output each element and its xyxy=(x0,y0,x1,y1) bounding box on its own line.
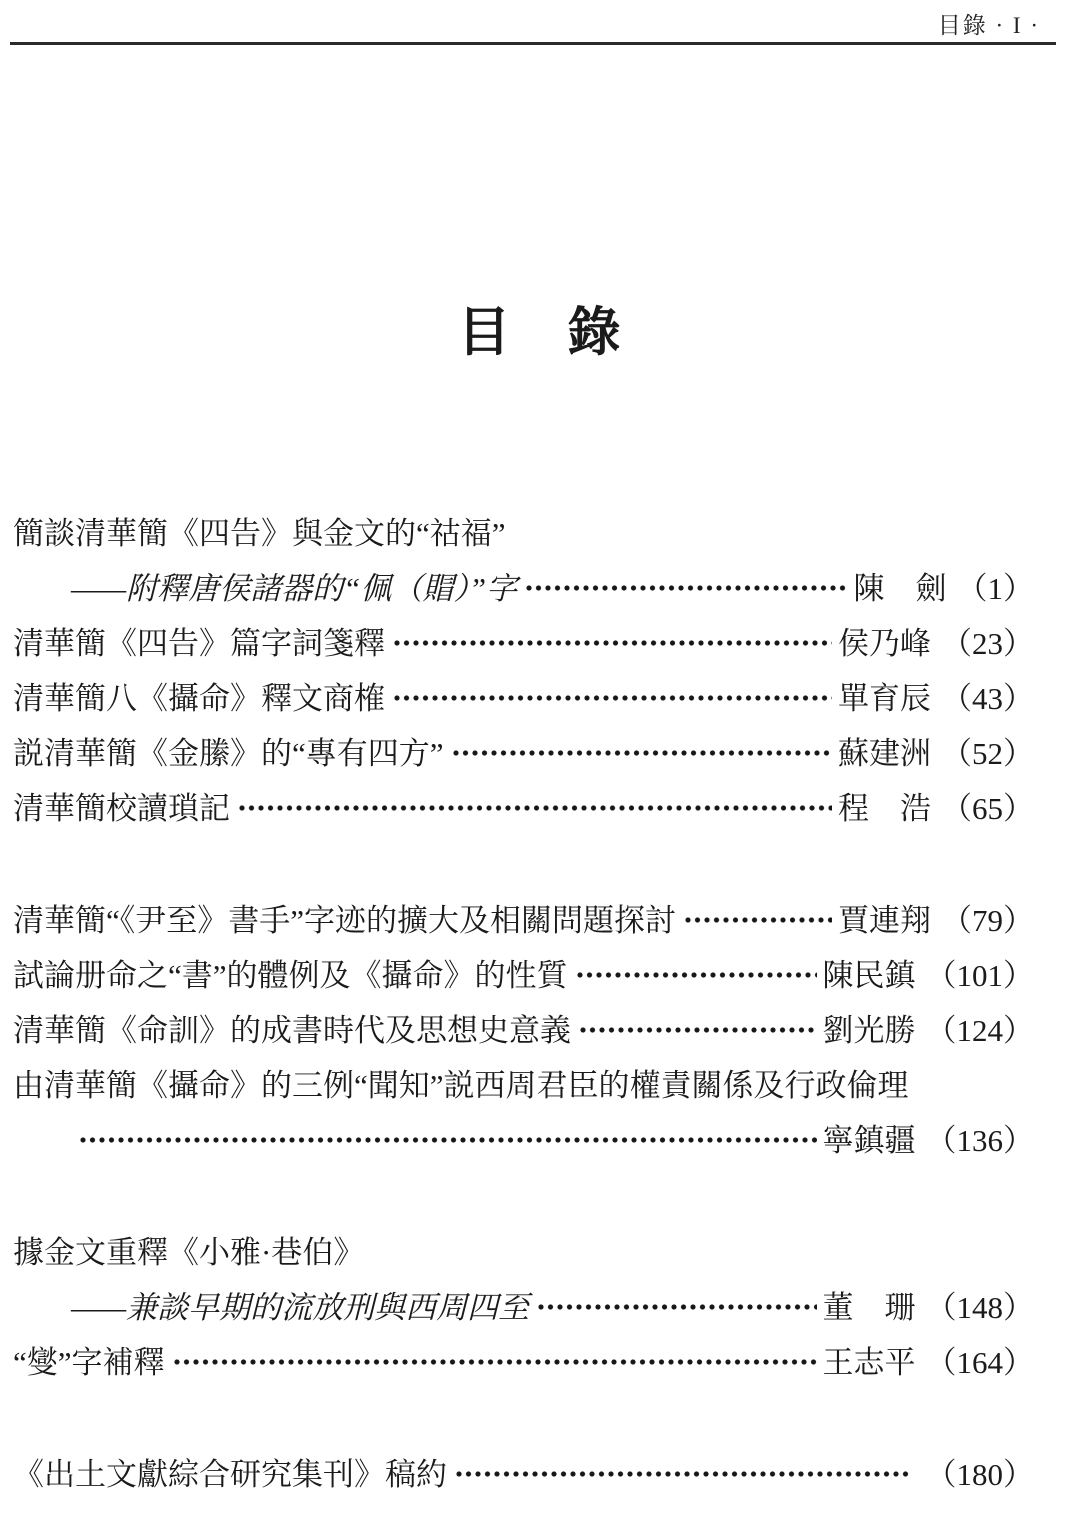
toc-entry-page: （23） xyxy=(941,626,1034,661)
toc-entry-author: 陳民鎮 xyxy=(822,958,916,993)
dot-leader xyxy=(79,1136,817,1144)
toc-entry xyxy=(13,1332,1034,1387)
dot-leader xyxy=(525,584,847,592)
dot-leader xyxy=(452,749,832,757)
toc-entry-title: 清華簡校讀瑣記 xyxy=(13,791,230,826)
dot-leader xyxy=(576,971,817,979)
toc-entry-author: 賈連翔 xyxy=(838,903,931,938)
toc-entry-author: 寧鎮疆 xyxy=(822,1123,916,1158)
toc-entry-author: 蘇建洲 xyxy=(838,736,931,771)
toc-entry-subtitle: ——附釋唐侯諸器的“佩（賵）”字 xyxy=(71,571,518,606)
toc-entry-subtitle: ——兼談早期的流放刑與西周四至 xyxy=(71,1290,530,1325)
toc-entry-page: （101） xyxy=(925,958,1034,993)
toc-entry-author: 王志平 xyxy=(822,1345,916,1380)
toc-entry-page: （1） xyxy=(956,571,1034,606)
section-gap xyxy=(13,1387,1034,1444)
dot-leader xyxy=(393,639,832,647)
dot-leader xyxy=(455,1470,912,1478)
toc-entry-author: 劉光勝 xyxy=(822,1013,916,1048)
toc-entry-author: 單育辰 xyxy=(838,681,931,716)
toc-entry-title: 《出土文獻綜合研究集刊》稿約 xyxy=(13,1457,447,1492)
toc-entry-title: 簡談清華簡《四告》與金文的“祜福” xyxy=(13,516,506,551)
dot-leader xyxy=(393,694,832,702)
toc-entry xyxy=(13,668,1034,723)
toc-entry xyxy=(13,1444,1034,1499)
toc-entry xyxy=(13,890,1034,945)
toc-entry-page: （79） xyxy=(941,903,1034,938)
toc-entry-title: 由清華簡《攝命》的三例“聞知”説西周君臣的權責關係及行政倫理 xyxy=(13,1068,909,1103)
page-header-label: 目錄 · I · xyxy=(937,13,1040,38)
toc-entry xyxy=(13,945,1034,1000)
section-gap xyxy=(13,1165,1034,1222)
toc-entry-page: （65） xyxy=(941,791,1034,826)
toc-entry xyxy=(13,1222,1034,1277)
toc-entry xyxy=(13,778,1034,833)
section-gap xyxy=(13,833,1034,890)
dot-leader xyxy=(579,1026,817,1034)
toc-entry-title: 清華簡八《攝命》釋文商榷 xyxy=(13,681,385,716)
toc-entry-page: （136） xyxy=(925,1123,1034,1158)
dot-leader xyxy=(238,804,832,812)
toc-entry-title: 據金文重釋《小雅·巷伯》 xyxy=(13,1235,365,1270)
toc-entry xyxy=(13,723,1034,778)
dot-leader xyxy=(537,1303,816,1311)
toc-entry-author: 陳 劍 xyxy=(853,571,947,606)
toc-entry-page: （164） xyxy=(925,1345,1034,1380)
toc-entry-author: 程 浩 xyxy=(838,791,931,826)
toc-entry-continuation xyxy=(13,1277,1034,1332)
toc-entry-title: 清華簡《命訓》的成書時代及思想史意義 xyxy=(13,1013,571,1048)
toc-entry-continuation xyxy=(13,1110,1034,1165)
dot-leader xyxy=(684,916,832,924)
toc-entry-author: 侯乃峰 xyxy=(838,626,931,661)
toc-entry-page: （52） xyxy=(941,736,1034,771)
header-rule xyxy=(10,42,1056,45)
toc-entry xyxy=(13,1000,1034,1055)
toc-entry-page: （148） xyxy=(925,1290,1034,1325)
page-title: 目 錄 xyxy=(457,304,623,362)
toc-entry xyxy=(13,1055,1034,1110)
toc-entry-page: （124） xyxy=(925,1013,1034,1048)
toc-entry-continuation xyxy=(13,558,1034,613)
toc-entry-title: 試論册命之“書”的體例及《攝命》的性質 xyxy=(13,958,568,993)
toc-list xyxy=(13,503,1034,1499)
toc-entry-title: 清華簡“《尹至》書手”字迹的擴大及相關問題探討 xyxy=(13,903,677,938)
toc-entry-author: 董 珊 xyxy=(822,1290,916,1325)
dot-leader xyxy=(173,1358,817,1366)
toc-entry-title: “燮”字補釋 xyxy=(13,1345,165,1380)
toc-entry-title: 説清華簡《金縢》的“專有四方” xyxy=(13,736,444,771)
toc-entry-title: 清華簡《四告》篇字詞箋釋 xyxy=(13,626,385,661)
toc-entry xyxy=(13,613,1034,668)
toc-entry xyxy=(13,503,1034,558)
toc-entry-page: （180） xyxy=(925,1457,1034,1492)
toc-entry-page: （43） xyxy=(941,681,1034,716)
